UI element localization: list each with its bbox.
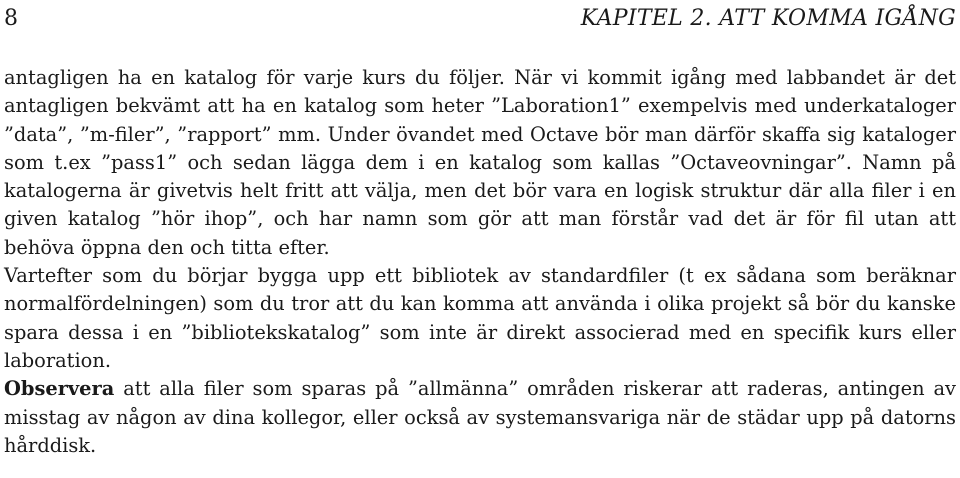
- running-head: KAPITEL 2. ATT KOMMA IGÅNG: [580, 6, 956, 31]
- paragraph-text: att alla filer som sparas på ”allmänna” områden riskerar att raderas, antingen av misstag av någon av dina kollegor, eller också av systemansvariga när de städar upp på datorns hårddisk.: [4, 377, 956, 457]
- paragraph-directories: [4, 64, 956, 262]
- page-header: [4, 4, 956, 34]
- paragraph-text: antagligen ha en katalog för varje kurs du följer. När vi kommit igång med labbandet är det antagligen bekvämt att ha en katalog som heter ”Laboration1” exempelvis med underkataloger ”data”, ”m-filer”, ”rapport” mm. Under övandet med Octave bör man därför skaffa sig kataloger som t.ex ”pass1” och sedan lägga dem i en katalog som kallas ”Octaveovningar”. Namn på katalogerna är givetvis helt fritt att välja, men det bör vara en logisk struktur där alla filer i en given katalog ”hör ihop”, och har namn som gör att man förstår vad det är för fil utan att behöva öppna den och titta efter.: [4, 66, 956, 259]
- bold-term-observera: Observera: [4, 377, 115, 401]
- paragraph-library: [4, 262, 956, 375]
- paragraph-text: Vartefter som du börjar bygga upp ett bibliotek av standardfiler (t ex sådana som beräknar normalfördelningen) som du tror att du kan komma att använda i olika projekt så bör du kanske spara dessa i en ”bibliotekskatalog” som inte är direkt associerad med en specifik kurs eller laboration.: [4, 264, 956, 372]
- page-number: 8: [4, 6, 18, 31]
- body-text: [4, 64, 956, 460]
- paragraph-warning: [4, 375, 956, 460]
